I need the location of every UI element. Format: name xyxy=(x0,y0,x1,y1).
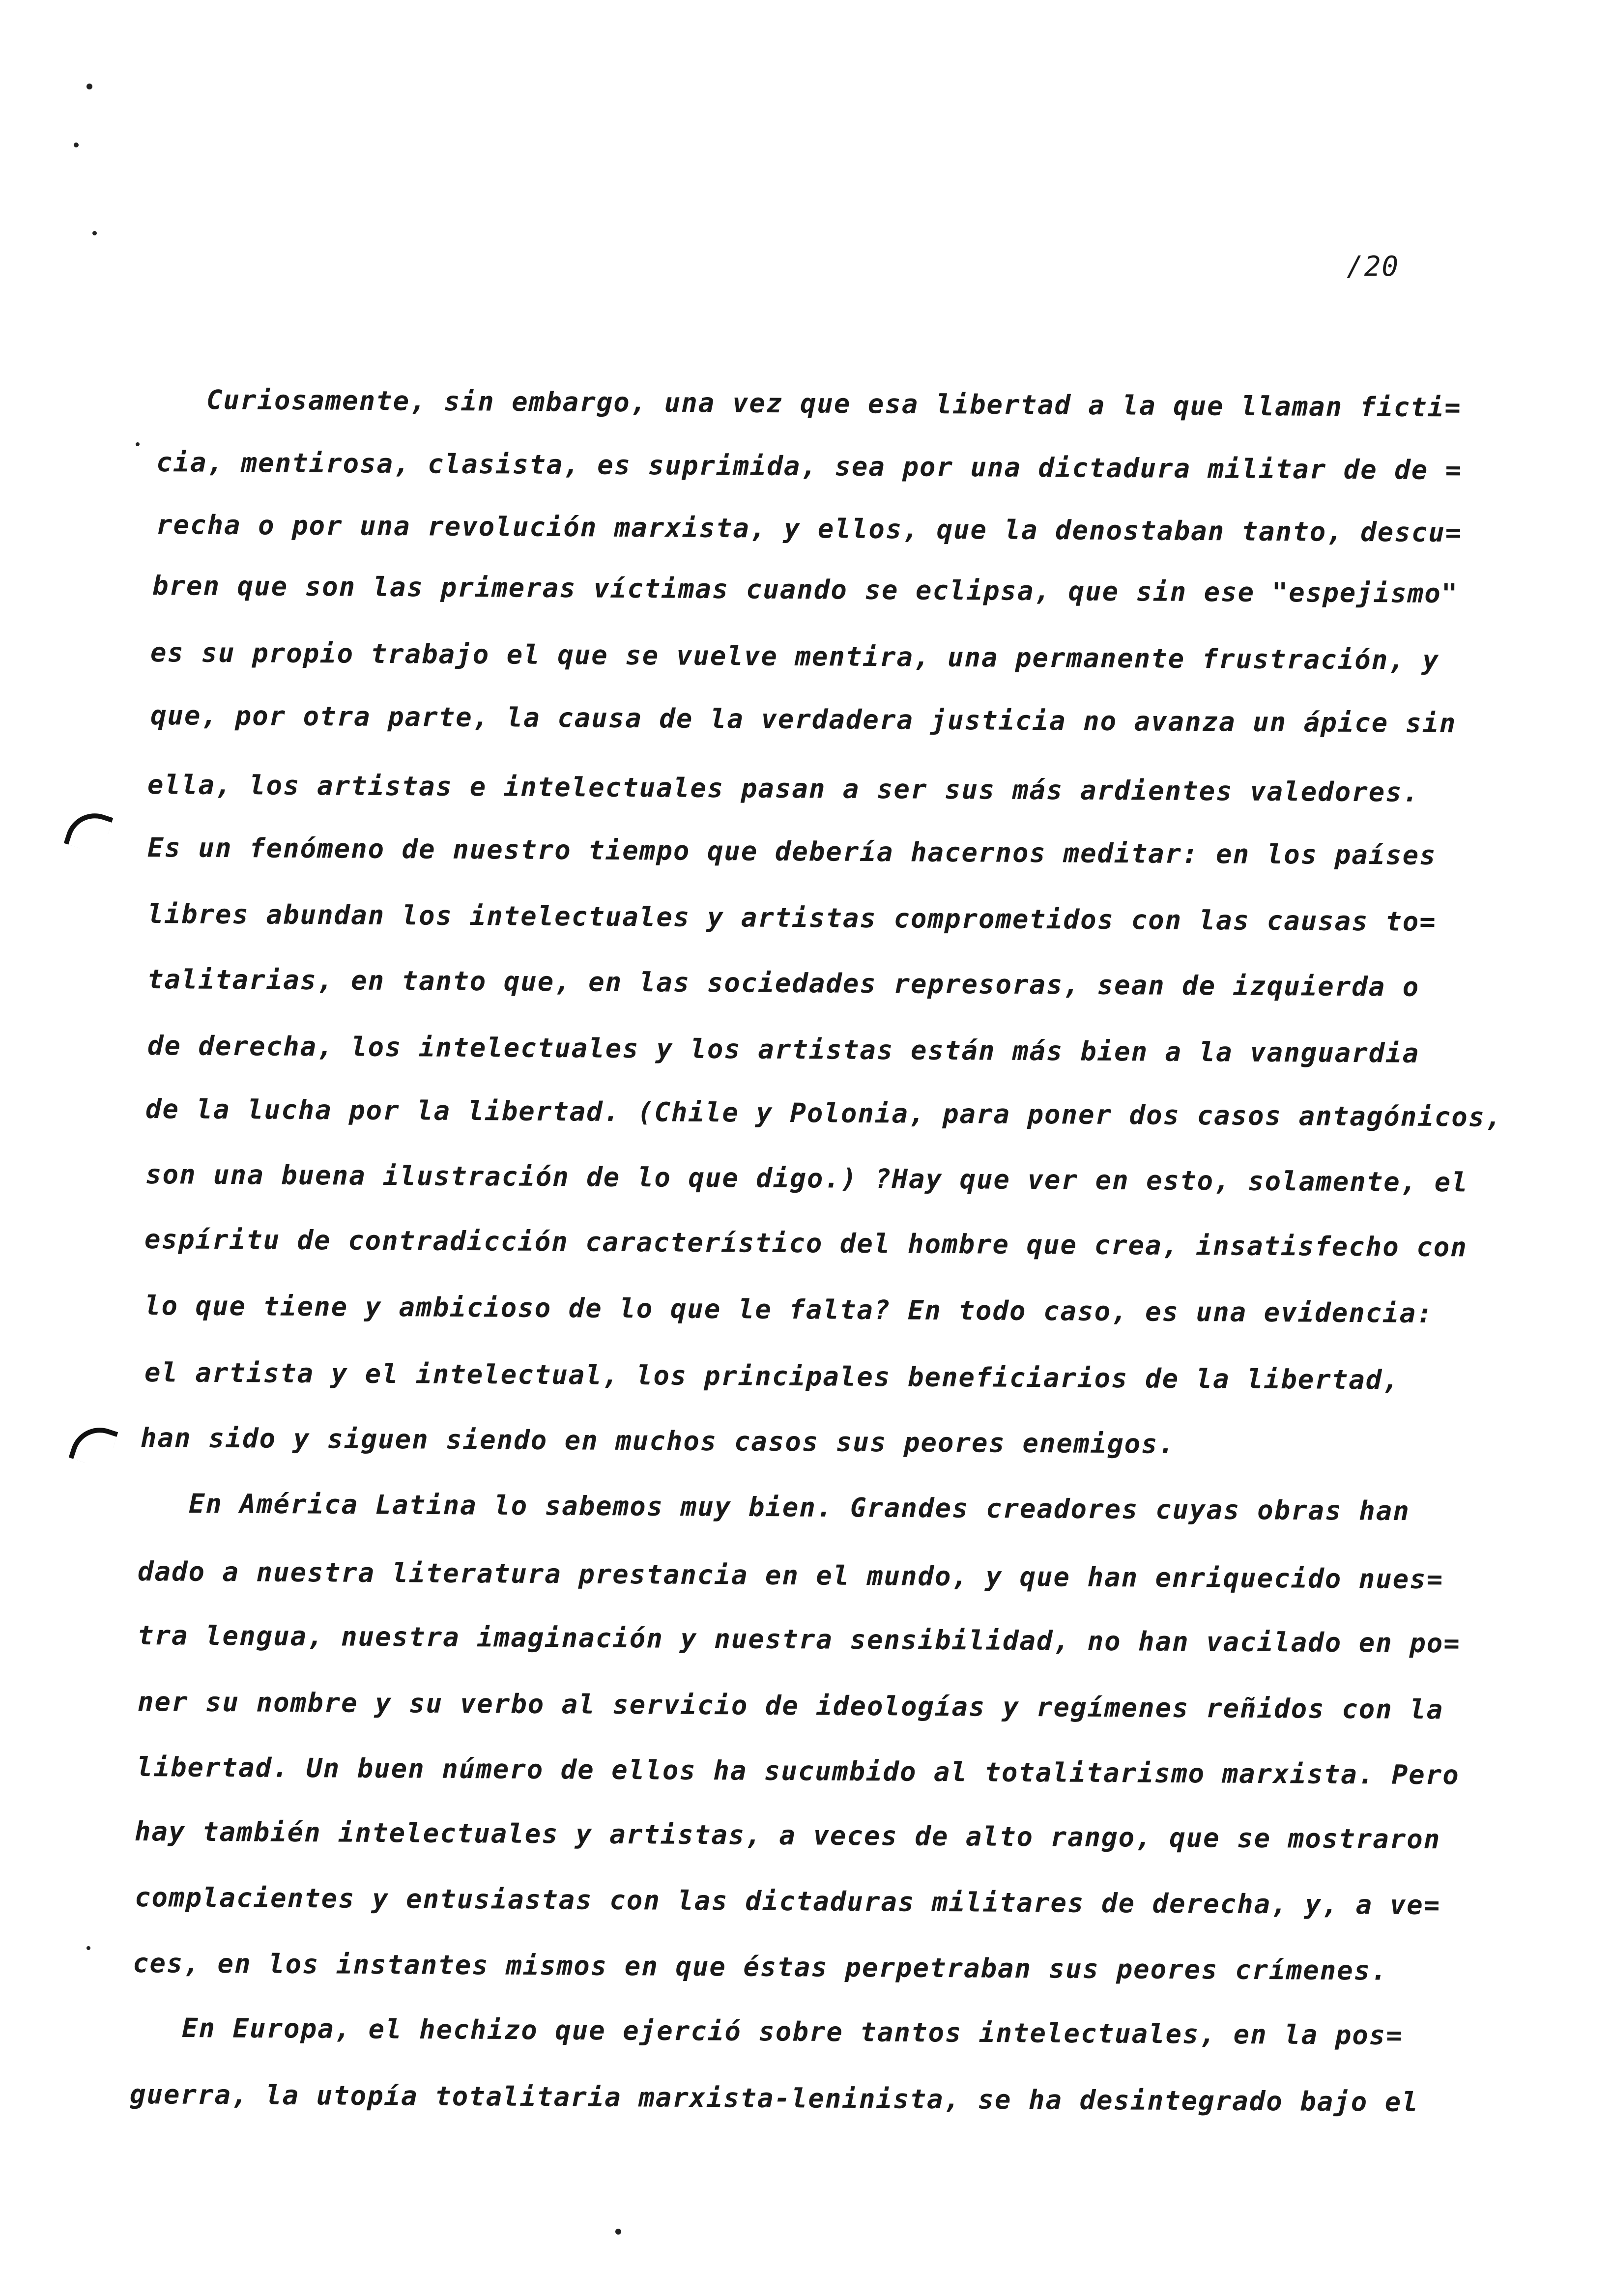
margin-bracket-mark xyxy=(69,1420,118,1470)
text-line: de derecha, los intelectuales y los artistas están más bien a la vanguardia xyxy=(147,1030,1420,1069)
scan-speck xyxy=(136,442,140,446)
text-line: que, por otra parte, la causa de la verdadera justicia no avanza un ápice sin xyxy=(150,700,1457,739)
text-line: son una buena ilustración de lo que digo.) ?Hay que ver en esto, solamente, el xyxy=(145,1159,1468,1198)
text-line: ella, los artistas e intelectuales pasan a ser sus más ardientes valedores. xyxy=(147,769,1420,808)
text-line: es su propio trabajo el que se vuelve mentira, una permanente frustración, y xyxy=(150,637,1439,676)
text-line: tra lengua, nuestra imaginación y nuestra sensibilidad, no han vacilado en po= xyxy=(137,1620,1461,1659)
text-line: bren que son las primeras víctimas cuando se eclipsa, que sin ese "espejismo" xyxy=(152,570,1459,609)
text-line: guerra, la utopía totalitaria marxista-leninista, se ha desintegrado bajo el xyxy=(129,2079,1419,2118)
scan-speck xyxy=(74,143,79,147)
scan-speck xyxy=(92,231,97,235)
text-line: libertad. Un buen número de ellos ha sucumbido al totalitarismo marxista. Pero xyxy=(136,1751,1460,1791)
scan-speck xyxy=(86,84,92,89)
text-line: el artista y el intelectual, los principales beneficiarios de la libertad, xyxy=(144,1357,1400,1396)
scan-speck xyxy=(615,2229,621,2235)
text-line: En América Latina lo sabemos muy bien. Grandes creadores cuyas obras han xyxy=(188,1488,1410,1527)
scan-speck xyxy=(86,1946,90,1950)
text-line: dado a nuestra literatura prestancia en el mundo, y que han enriquecido nues= xyxy=(137,1556,1444,1595)
text-line: libres abundan los intelectuales y artistas comprometidos con las causas to= xyxy=(147,898,1437,938)
text-line: hay también intelectuales y artistas, a veces de alto rango, que se mostraron xyxy=(134,1816,1441,1855)
text-line: complacientes y entusiastas con las dictaduras militares de derecha, y, a ve= xyxy=(134,1882,1441,1921)
text-line: talitarias, en tanto que, en las sociedades represoras, sean de izquierda o xyxy=(147,964,1420,1003)
text-line: Curiosamente, sin embargo, una vez que esa libertad a la que llaman ficti= xyxy=(206,384,1462,423)
text-line: Es un fenómeno de nuestro tiempo que debería hacernos meditar: en los países xyxy=(147,832,1437,871)
text-line: lo que tiene y ambicioso de lo que le falta? En todo caso, es una evidencia: xyxy=(144,1290,1434,1329)
page-number: /20 xyxy=(1347,251,1400,283)
text-line: ces, en los instantes mismos en que éstas perpetraban sus peores crímenes. xyxy=(132,1948,1388,1986)
text-line: recha o por una revolución marxista, y ellos, que la denostaban tanto, descu= xyxy=(156,509,1463,548)
text-line: En Europa, el hechizo que ejerció sobre tantos intelectuales, en la pos= xyxy=(181,2012,1403,2051)
text-line: cia, mentirosa, clasista, es suprimida, sea por una dictadura militar de de = xyxy=(156,447,1463,486)
text-line: ner su nombre y su verbo al servicio de ideologías y regímenes reñidos con la xyxy=(137,1686,1444,1725)
text-line: de la lucha por la libertad. (Chile y Polonia, para poner dos casos antagónicos, xyxy=(145,1093,1503,1133)
margin-bracket-mark xyxy=(64,806,114,856)
text-line: espíritu de contradicción característico del hombre que crea, insatisfecho con xyxy=(144,1224,1468,1263)
text-line: han sido y siguen siendo en muchos casos sus peores enemigos. xyxy=(140,1422,1176,1460)
